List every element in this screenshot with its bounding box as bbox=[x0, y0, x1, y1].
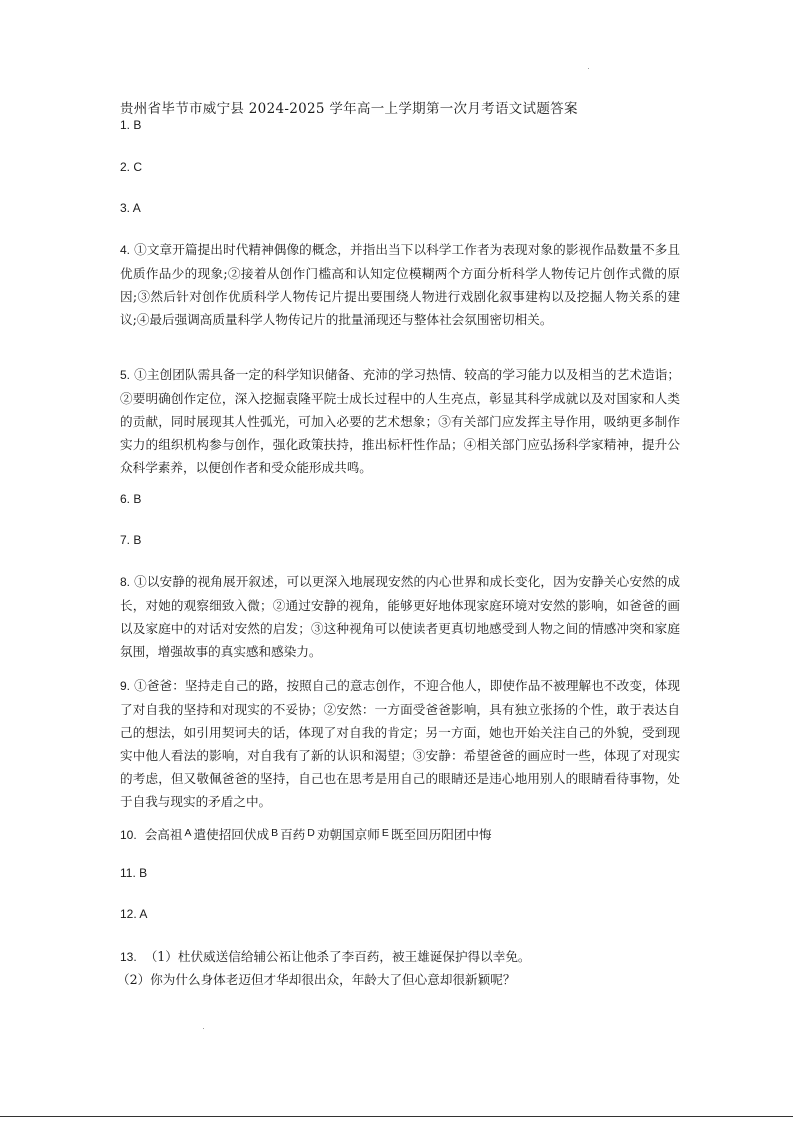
answer-mark: B bbox=[271, 827, 279, 839]
answer-number: 6. bbox=[120, 492, 131, 506]
answer-number: 7. bbox=[120, 533, 131, 547]
answer-value: B bbox=[133, 492, 142, 506]
answer-5 bbox=[120, 363, 680, 479]
answer-number: 2. bbox=[120, 160, 131, 174]
answer-10 bbox=[120, 824, 492, 843]
answer-text: ①爸爸：坚持走自己的路，按照自己的意志创作，不迎合他人，即使作品不被理解也不改变，体现了对自我的坚持和对现实的不妥协；②安然：一方面受爸爸影响，具有独立张扬的个性，敢于表达自己的想法，如引用契诃夫的话，体现了对自我的肯定；另一方面，她也开始关注自己的外貌，受到现实中他人看法的影响，对自我有了新的认识和渴望；③安静：希望爸爸的画应时一些，体现了对现实的考虑，但又敬佩爸爸的坚持，自己也在思考是用自己的眼睛还是违心地用别人的眼睛看待事物，处于自我与现实的矛盾之中。 bbox=[120, 678, 680, 809]
answer-mark: E bbox=[381, 827, 389, 839]
answer-value: B bbox=[133, 118, 142, 132]
answer-mark: A bbox=[184, 827, 192, 839]
answer-mark: D bbox=[307, 827, 315, 839]
answer-value: A bbox=[139, 907, 148, 921]
answer-number: 8. bbox=[120, 575, 131, 589]
answer-segment: 百药 bbox=[280, 827, 306, 842]
answer-7 bbox=[120, 533, 141, 547]
answer-text: ①以安静的视角展开叙述，可以更深入地展现安然的内心世界和成长变化，因为安静关心安然的成长，对她的观察细致入微；②通过安静的视角，能够更好地体现家庭环境对安然的影响，如爸爸的画以及家庭中的对话对安然的启发；③这种视角可以使读者更真切地感受到人物之间的情感冲突和家庭氛围，增强故事的真实感和感染力。 bbox=[120, 574, 680, 659]
answer-1 bbox=[120, 118, 141, 132]
answer-segment: 劝朝国京师 bbox=[316, 827, 380, 842]
answer-text: ①主创团队需具备一定的科学知识储备、充沛的学习热情、较高的学习能力以及相当的艺术造诣；②要明确创作定位，深入挖掘袁隆平院士成长过程中的人生亮点，彰显其科学成就以及对国家和人类的贡献，同时展现其人性弧光，可加入必要的艺术想象；③有关部门应发挥主导作用，吸纳更多制作实力的组织机构参与创作，强化政策扶持，推出标杆性作品；④相关部门应弘扬科学家精神，提升公众科学素养，以便创作者和受众能形成共鸣。 bbox=[120, 367, 680, 475]
answer-number: 3. bbox=[120, 201, 131, 215]
answer-12 bbox=[120, 907, 147, 921]
answer-2 bbox=[120, 160, 142, 174]
answer-number: 13. bbox=[120, 950, 137, 964]
answer-number: 10. bbox=[120, 828, 137, 842]
answer-value: B bbox=[133, 533, 142, 547]
answer-number: 11. bbox=[120, 866, 136, 880]
answer-8 bbox=[120, 570, 680, 663]
answer-number: 12. bbox=[120, 907, 137, 921]
answer-13-line-2 bbox=[117, 969, 515, 988]
answer-value: A bbox=[132, 201, 141, 215]
answer-number: 5. bbox=[120, 368, 131, 382]
answer-13-line-1 bbox=[120, 946, 531, 965]
page-bottom-rule bbox=[0, 1116, 793, 1117]
answer-4 bbox=[120, 238, 680, 331]
answer-6 bbox=[120, 492, 141, 506]
answer-number: 4. bbox=[120, 243, 131, 257]
answer-number: 9. bbox=[120, 679, 131, 693]
answer-segment: 既至回历阳团中悔 bbox=[390, 827, 492, 842]
answer-text: ①文章开篇提出时代精神偶像的概念，并指出当下以科学工作者为表现对象的影视作品数量不多且优质作品少的现象;②接着从创作门槛高和认知定位模糊两个方面分析科学人物传记片创作式微的原因;③然后针对创作优质科学人物传记片提出要围绕人物进行戏剧化叙事建构以及挖掘人物关系的建议;④最后强调高质量科学人物传记片的批量涌现还与整体社会氛围密切相关。 bbox=[120, 242, 680, 327]
answer-11 bbox=[120, 866, 147, 880]
document-title: 贵州省毕节市威宁县 2024-2025 学年高一上学期第一次月考语文试题答案 bbox=[120, 101, 578, 117]
answer-text: （2）你为什么身体老迈但才华却很出众，年龄大了但心意却很新颖呢？ bbox=[117, 972, 516, 987]
speck-mark bbox=[203, 1028, 204, 1029]
answer-value: B bbox=[139, 866, 148, 880]
answer-number: 1. bbox=[120, 118, 131, 132]
answer-value: C bbox=[133, 160, 143, 174]
answer-segment: 会高祖 bbox=[144, 827, 183, 842]
speck-mark bbox=[588, 68, 589, 69]
answer-3 bbox=[120, 201, 141, 215]
answer-text: （1）杜伏威送信给辅公祏让他杀了李百药，被王雄诞保护得以幸免。 bbox=[144, 949, 531, 964]
answer-segment: 遣使招回伏成 bbox=[193, 827, 270, 842]
answer-9 bbox=[120, 674, 680, 813]
